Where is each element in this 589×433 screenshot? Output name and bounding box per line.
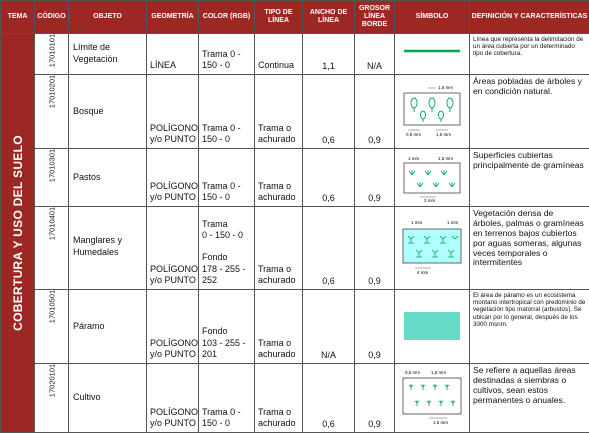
green-line-symbol [402, 48, 462, 54]
table-row [1, 149, 589, 207]
objeto-cell: Bosque [69, 75, 147, 149]
dimension-label: 1,5 mm [431, 370, 446, 375]
header-ancho-linea: ANCHO DE LÍNEA [303, 1, 355, 34]
ancho-linea-cell: 1,1 [303, 34, 355, 75]
ancho-linea-cell: 0,6 [303, 149, 355, 207]
simbolo-cell [395, 207, 470, 290]
geometria-cell: POLÍGONO y/o PUNTO [147, 207, 199, 290]
paramo-fill-swatch [404, 312, 460, 340]
color-line: 0 - 150 - 0 [202, 230, 254, 241]
codigo-cell [35, 364, 69, 433]
header-grosor-borde: GROSOR LÍNEA BORDE [355, 1, 395, 34]
color-line: 103 - 255 - [202, 338, 254, 349]
table-row [1, 34, 589, 75]
codigo-label: 17010301 [47, 149, 56, 182]
dimension-label: 0,5 mm [405, 370, 420, 375]
dimension-label: 1 mm [411, 220, 423, 225]
table-row [1, 290, 589, 364]
tipo-linea-cell: Trama o achurado [255, 149, 303, 207]
color-line: Fondo [202, 326, 254, 337]
tipo-linea-cell: Continua [255, 34, 303, 75]
codigo-label: 17010101 [47, 34, 56, 67]
header-definicion: DEFINICIÓN Y CARACTERÍSTICAS [470, 1, 589, 34]
mangrove-pattern-symbol [401, 215, 463, 279]
ancho-linea-cell: 0,6 [303, 364, 355, 433]
objeto-cell: Manglares y Humedales [69, 207, 147, 290]
dimension-label: 3 mm [424, 198, 436, 203]
dimension-label: 1,5 mm [433, 420, 448, 425]
codigo-cell [35, 75, 69, 149]
definicion-cell: El área de páramo es un ecosistema montano intertropical con predominio de vegetación tipo matorral (arbustos). Se ubican por lo general, después de los 3000 msnm. [470, 290, 589, 364]
objeto-cell: Pastos [69, 149, 147, 207]
color-line: 252 [202, 275, 254, 286]
codigo-label: 17010401 [47, 207, 56, 240]
dimension-label: 0,5 mm [406, 132, 421, 137]
dimension-label: 1,5 mm [438, 156, 453, 161]
table-row [1, 75, 589, 149]
header-row [1, 1, 589, 34]
dimension-label: 1,5 mm [438, 85, 453, 90]
dimension-label: 4 mm [417, 270, 429, 275]
tipo-linea-cell: Trama o achurado [255, 290, 303, 364]
grosor-borde-cell: 0,9 [355, 75, 395, 149]
codigo-label: 17010501 [47, 290, 56, 323]
header-color: COLOR (RGB) [199, 1, 255, 34]
header-tema: TEMA [1, 1, 35, 34]
codigo-cell [35, 207, 69, 290]
definicion-cell: Línea que representa la delimitación de un área cubierta por un determinado tipo de cobertura. [470, 34, 589, 75]
grosor-borde-cell: 0,9 [355, 149, 395, 207]
ancho-linea-cell: 0,6 [303, 75, 355, 149]
tipo-linea-cell: Trama o achurado [255, 364, 303, 433]
color-spacer [202, 241, 254, 252]
dimension-label: 1 mm [447, 220, 459, 225]
geometria-cell: POLÍGONO y/o PUNTO [147, 364, 199, 433]
grosor-borde-cell: 0,9 [355, 364, 395, 433]
color-line: Trama [202, 219, 254, 230]
geometria-cell: POLÍGONO y/o PUNTO [147, 290, 199, 364]
table-row [1, 364, 589, 433]
grosor-borde-cell: N/A [355, 34, 395, 75]
color-cell [199, 290, 255, 364]
definicion-cell: Áreas pobladas de árboles y en condición natural. [470, 75, 589, 149]
crop-pattern-symbol [401, 366, 463, 428]
header-geometria: GEOMETRÍA [147, 1, 199, 34]
color-line: 178 - 255 - [202, 264, 254, 275]
color-cell [199, 207, 255, 290]
objeto-cell: Cultivo [69, 364, 147, 433]
tipo-linea-cell: Trama o achurado [255, 75, 303, 149]
color-line: 201 [202, 349, 254, 360]
objeto-cell: Límite de Vegetación [69, 34, 147, 75]
color-line: Fondo [202, 252, 254, 263]
tipo-linea-cell: Trama o achurado [255, 207, 303, 290]
header-tipo-linea: TIPO DE LÍNEA [255, 1, 303, 34]
simbolo-cell [395, 290, 470, 364]
ancho-linea-cell: 0,6 [303, 207, 355, 290]
codigo-cell [35, 34, 69, 75]
header-objeto: OBJETO [69, 1, 147, 34]
simbolo-cell [395, 75, 470, 149]
simbolo-cell [395, 34, 470, 75]
codigo-cell [35, 290, 69, 364]
header-codigo: CÓDIGO [35, 1, 69, 34]
definicion-cell: Se refiere a aquellas áreas destinadas a siembras o cultivos, sean estos permanentes o anuales. [470, 364, 589, 433]
geometria-cell: POLÍGONO y/o PUNTO [147, 149, 199, 207]
definicion-cell: Superficies cubiertas principalmente de gramíneas [470, 149, 589, 207]
dimension-label: 1,5 mm [436, 132, 451, 137]
header-simbolo: SÍMBOLO [395, 1, 470, 34]
color-cell: Trama 0 - 150 - 0 [199, 149, 255, 207]
codigo-label: 17020101 [47, 364, 56, 397]
codigo-label: 17010201 [47, 75, 56, 108]
grass-pattern-symbol [402, 151, 462, 205]
geometria-cell: POLÍGONO y/o PUNTO [147, 75, 199, 149]
table-row [1, 207, 589, 290]
grosor-borde-cell: 0,9 [355, 290, 395, 364]
simbolo-cell [395, 364, 470, 433]
tree-pattern-symbol [402, 79, 462, 139]
dimension-label: 1 mm [408, 156, 420, 161]
tema-label: COBERTURA Y USO DEL SUELO [11, 135, 25, 331]
objeto-cell: Páramo [69, 290, 147, 364]
geometria-cell: LÍNEA [147, 34, 199, 75]
grosor-borde-cell: 0,9 [355, 207, 395, 290]
color-cell: Trama 0 - 150 - 0 [199, 75, 255, 149]
definicion-cell: Vegetación densa de árboles, palmas o gramíneas en terrenos bajos cubiertos por aguas someras, algunas veces temporales o intermitentes [470, 207, 589, 290]
simbolo-cell [395, 149, 470, 207]
color-cell: Trama 0 - 150 - 0 [199, 364, 255, 433]
ancho-linea-cell: N/A [303, 290, 355, 364]
color-cell: Trama 0 - 150 - 0 [199, 34, 255, 75]
tema-cell [1, 34, 35, 433]
codigo-cell [35, 149, 69, 207]
